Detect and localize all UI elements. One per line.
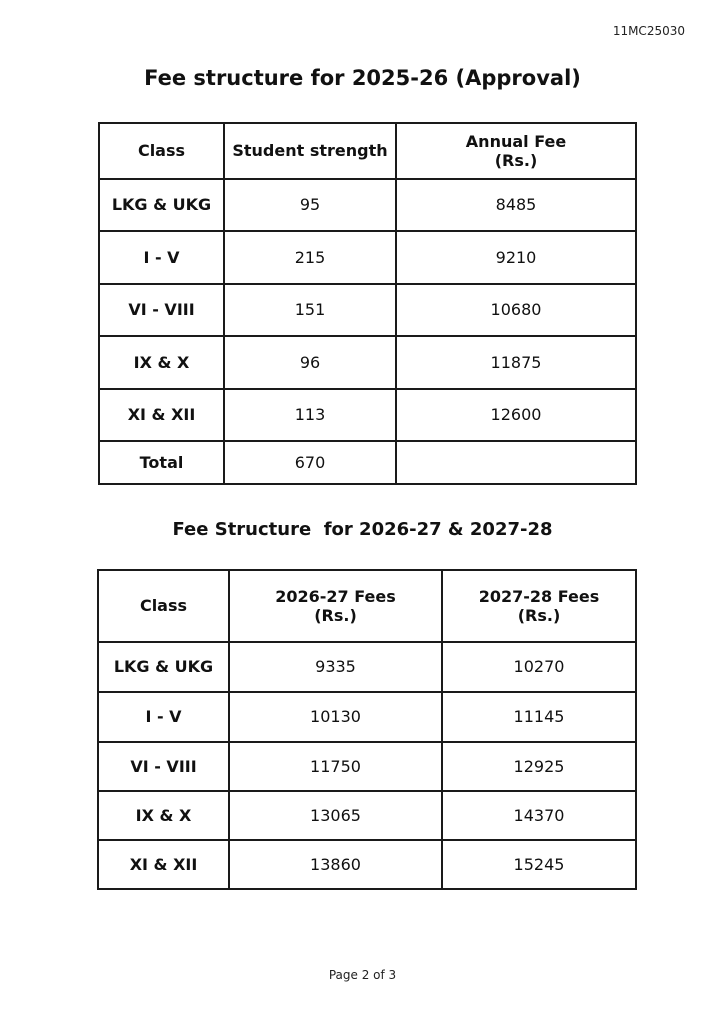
table1-title: Fee structure for 2025-26 (Approval) [144,66,581,90]
header-2026-27-fees: 2026-27 Fees (Rs.) [229,570,442,642]
row-fee: 12600 [396,389,636,441]
row-fee-2027-28: 12925 [442,742,636,791]
row-fee: 11875 [396,336,636,389]
row-class: IX & X [98,791,229,840]
fee-table-2026-28 [97,569,637,890]
row-class: I - V [99,231,224,284]
row-fee-2026-27: 9335 [229,642,442,692]
row-class: LKG & UKG [99,179,224,231]
header-class: Class [99,123,224,179]
row-fee: 8485 [396,179,636,231]
table-row [98,692,636,742]
table-row [99,284,636,336]
table-row [98,742,636,791]
row-strength: 96 [224,336,396,389]
row-class: VI - VIII [99,284,224,336]
row-fee-2026-27: 11750 [229,742,442,791]
table-row [99,179,636,231]
row-strength: 95 [224,179,396,231]
header-student-strength: Student strength [224,123,396,179]
row-fee-2027-28: 10270 [442,642,636,692]
row-class: LKG & UKG [98,642,229,692]
document-id: 11MC25030 [612,24,685,38]
table-row [99,389,636,441]
row-fee-2027-28: 15245 [442,840,636,889]
row-class: I - V [98,692,229,742]
row-fee-2026-27: 13860 [229,840,442,889]
total-strength: 670 [224,441,396,484]
row-strength: 215 [224,231,396,284]
row-strength: 113 [224,389,396,441]
table-row [98,791,636,840]
table-header-row [99,123,636,179]
total-fee [396,441,636,484]
row-fee-2027-28: 11145 [442,692,636,742]
row-fee-2026-27: 13065 [229,791,442,840]
table-row [99,336,636,389]
table-header-row [98,570,636,642]
header-class: Class [98,570,229,642]
table-row [99,231,636,284]
table-row [98,642,636,692]
page-number: Page 2 of 3 [328,968,397,982]
header-2027-28-fees: 2027-28 Fees (Rs.) [442,570,636,642]
row-class: XI & XII [99,389,224,441]
total-row [99,441,636,484]
row-fee-2027-28: 14370 [442,791,636,840]
fee-table-2025-26 [98,122,637,485]
row-fee: 9210 [396,231,636,284]
row-class: XI & XII [98,840,229,889]
header-annual-fee: Annual Fee (Rs.) [396,123,636,179]
row-fee-2026-27: 10130 [229,692,442,742]
row-fee: 10680 [396,284,636,336]
row-class: IX & X [99,336,224,389]
row-strength: 151 [224,284,396,336]
table-row [98,840,636,889]
row-class: VI - VIII [98,742,229,791]
table2-title: Fee Structure for 2026-27 & 2027-28 [172,519,553,540]
total-label: Total [99,441,224,484]
